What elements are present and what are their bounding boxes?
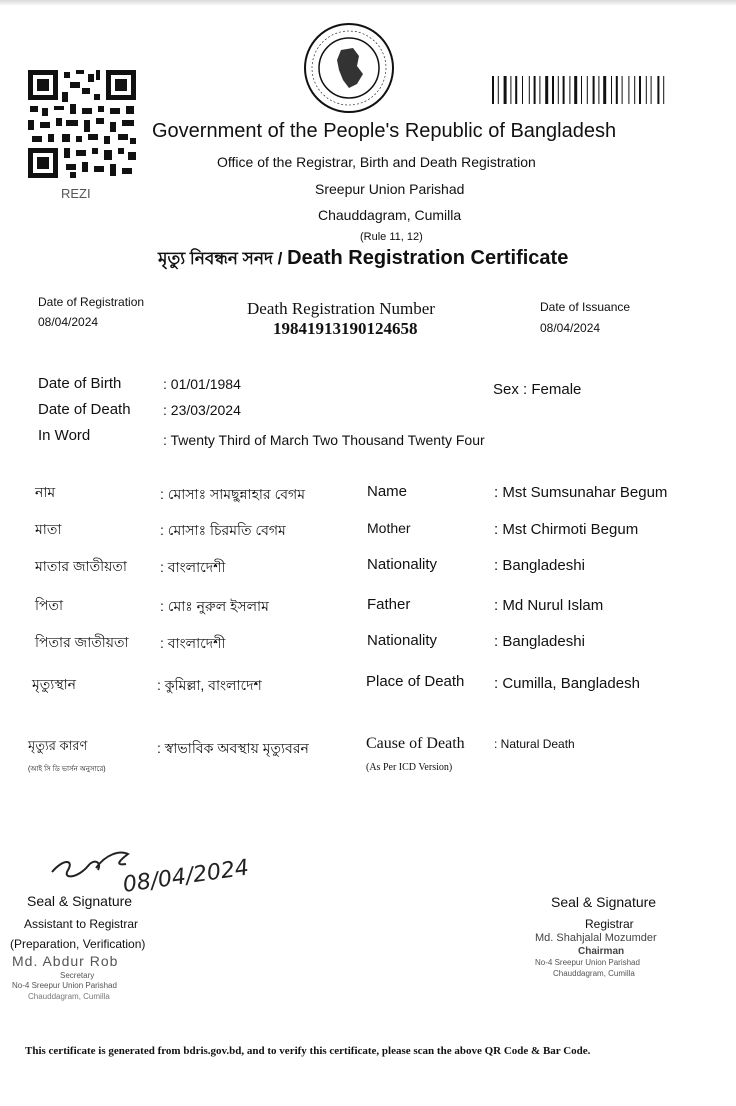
in-word-value: : Twenty Third of March Two Thousand Twenty Four: [163, 432, 485, 448]
left-stamp-title: Secretary: [60, 971, 95, 980]
name-label-english: Name: [367, 483, 408, 500]
father-nationality-label-english: Nationality: [367, 632, 438, 649]
name-value-bengali: : মোসাঃ সামছুন্নাহার বেগম: [160, 486, 306, 502]
rule-reference: (Rule 11, 12): [360, 231, 423, 243]
sex-label: Sex: [493, 381, 519, 398]
name-value-bengali-text: মোসাঃ সামছুন্নাহার বেগম: [167, 486, 306, 502]
cause-of-death-label-bengali: মৃত্যুর কারণ: [28, 738, 88, 753]
government-seal: [303, 22, 395, 114]
date-of-death-label: Date of Death: [38, 401, 131, 418]
right-stamp-place: Chauddagram, Cumilla: [553, 969, 635, 978]
date-of-registration-value: 08/04/2024: [38, 315, 99, 329]
government-title: Government of the People's Republic of Bangladesh: [152, 120, 617, 142]
right-stamp-office: No-4 Sreepur Union Parishad: [535, 958, 640, 967]
name-label-bengali: নাম: [35, 484, 56, 500]
date-of-death-value: : 23/03/2024: [163, 402, 241, 418]
father-value-english: : Md Nurul Islam: [494, 597, 604, 614]
date-of-birth-label: Date of Birth: [38, 375, 122, 392]
name-value-english-text: Mst Sumsunahar Begum: [502, 484, 668, 501]
office-title: Office of the Registrar, Birth and Death Registration: [217, 154, 536, 170]
sex-value: Female: [531, 381, 582, 398]
left-signatory-duty: (Preparation, Verification): [10, 937, 146, 951]
right-stamp-name: Md. Shahjalal Mozumder: [535, 932, 657, 944]
barcode: [492, 76, 707, 104]
mother-value-bengali: : মোসাঃ চিরমতি বেগম: [160, 522, 286, 538]
mother-label-english: Mother: [367, 520, 411, 536]
father-nationality-value-english: : Bangladeshi: [494, 633, 585, 650]
mother-nationality-label-english: Nationality: [367, 556, 438, 573]
mother-label-bengali: মাতা: [35, 521, 62, 537]
mother-nationality-label-bengali: মাতার জাতীয়তা: [35, 558, 127, 574]
right-seal-signature-label: Seal & Signature: [551, 894, 657, 910]
mother-nationality-value-english: : Bangladeshi: [494, 557, 585, 574]
left-stamp-place: Chauddagram, Cumilla: [28, 992, 110, 1001]
place-of-death-value-bengali: : কুমিল্লা, বাংলাদেশ: [157, 677, 262, 693]
father-value-bengali: : মোঃ নুরুল ইসলাম: [160, 598, 269, 614]
qr-caption: REZI: [61, 186, 91, 201]
cause-icd-note-english: (As Per ICD Version): [366, 762, 453, 773]
right-signatory-role: Registrar: [585, 917, 634, 931]
cause-of-death-value-bengali: : স্বাভাবিক অবস্থায় মৃত্যুবরন: [157, 740, 309, 756]
father-nationality-value-bengali: : বাংলাদেশী: [160, 635, 226, 651]
certificate-title-english: Death Registration Certificate: [287, 247, 569, 269]
date-of-birth-value: : 01/01/1984: [163, 376, 241, 392]
mother-nationality-value-english-text: Bangladeshi: [502, 557, 585, 574]
father-label-english: Father: [367, 596, 411, 613]
father-value-english-text: Md Nurul Islam: [502, 597, 604, 614]
certificate-title-bengali: মৃত্যু নিবন্ধন সনদ /: [158, 249, 288, 268]
location: Chauddagram, Cumilla: [318, 207, 462, 223]
left-signatory-role: Assistant to Registrar: [24, 917, 139, 931]
father-label-bengali: পিতা: [35, 597, 64, 613]
mother-nationality-value-bengali-text: বাংলাদেশী: [167, 559, 226, 575]
cause-of-death-value-english-text: Natural Death: [500, 737, 575, 751]
date-of-birth-text: 01/01/1984: [170, 376, 241, 392]
registration-number-label: Death Registration Number: [247, 299, 435, 318]
cause-of-death-value-english: : Natural Death: [494, 737, 575, 751]
right-stamp-title: Chairman: [578, 946, 625, 957]
place-of-death-label-bengali: মৃত্যুস্থান: [32, 676, 77, 692]
left-stamp-office: No-4 Sreepur Union Parishad: [12, 981, 117, 990]
in-word-text: Twenty Third of March Two Thousand Twenty Four: [170, 432, 485, 448]
place-of-death-value-english: : Cumilla, Bangladesh: [494, 675, 640, 692]
date-of-issuance-label: Date of Issuance: [540, 300, 631, 314]
mother-value-bengali-text: মোসাঃ চিরমতি বেগম: [167, 522, 286, 538]
verification-footer: This certificate is generated from bdris.gov.bd, and to verify this certificate, please scan the above QR Code & Bar Code.: [25, 1045, 591, 1057]
father-nationality-label-bengali: পিতার জাতীয়তা: [35, 634, 129, 650]
certificate-title: [158, 246, 568, 274]
cause-of-death-value-bengali-text: স্বাভাবিক অবস্থায় মৃত্যুবরন: [164, 740, 309, 756]
mother-nationality-value-bengali: : বাংলাদেশী: [160, 559, 226, 575]
qr-code: [26, 68, 138, 180]
father-nationality-value-english-text: Bangladeshi: [502, 633, 585, 650]
father-nationality-value-bengali-text: বাংলাদেশী: [167, 635, 226, 651]
handwritten-date: 08/04/2024: [121, 855, 251, 898]
place-of-death-value-english-text: Cumilla, Bangladesh: [502, 675, 640, 692]
registration-number-value: 19841913190124658: [273, 319, 418, 338]
scan-edge: [0, 0, 736, 6]
left-stamp-name: Md. Abdur Rob: [12, 953, 119, 969]
sex-field: Sex : Female: [493, 381, 582, 398]
cause-of-death-label-english: Cause of Death: [366, 735, 465, 752]
place-of-death-value-bengali-text: কুমিল্লা, বাংলাদেশ: [164, 677, 262, 693]
left-seal-signature-label: Seal & Signature: [27, 893, 133, 909]
place-of-death-label-english: Place of Death: [366, 673, 465, 690]
union-parishad: Sreepur Union Parishad: [315, 181, 465, 197]
mother-value-english-text: Mst Chirmoti Begum: [502, 521, 639, 538]
date-of-death-text: 23/03/2024: [170, 402, 241, 418]
in-word-label: In Word: [38, 427, 91, 444]
cause-icd-note-bengali: (আই সি ডি ভার্সন অনুসারে): [28, 766, 106, 773]
date-of-issuance-value: 08/04/2024: [540, 321, 601, 335]
name-value-english: : Mst Sumsunahar Begum: [494, 484, 668, 501]
mother-value-english: : Mst Chirmoti Begum: [494, 521, 639, 538]
date-of-registration-label: Date of Registration: [38, 295, 145, 309]
father-value-bengali-text: মোঃ নুরুল ইসলাম: [167, 598, 269, 614]
